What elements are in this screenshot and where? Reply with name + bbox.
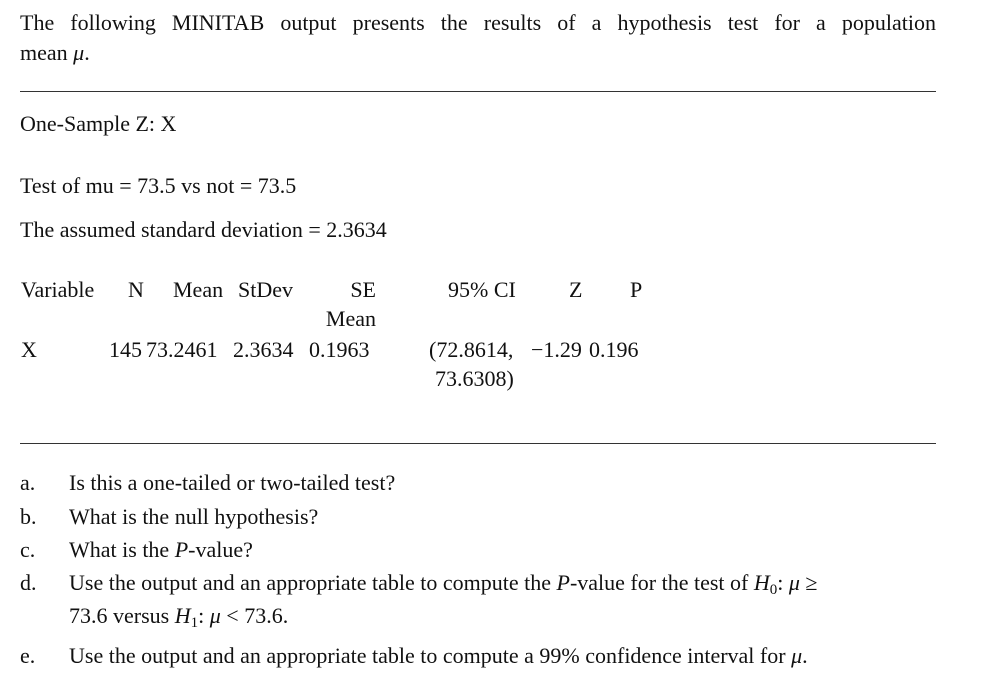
row-se: 0.1963 (309, 337, 370, 362)
header-z: Z (569, 277, 583, 302)
question-text: Use the output and an appropriate table to compute a 99% confidence interval for μ. (69, 643, 808, 668)
header-variable: Variable (21, 277, 95, 302)
header-ci: 95% CI (448, 277, 516, 302)
question-text: What is the P-value? (69, 537, 253, 562)
question-text-line-1: Use the output and an appropriate table to compute the P-value for the test of $H_0$: μ ≥ (69, 570, 818, 598)
row-stdev: 2.3634 (233, 337, 294, 362)
question-text: Is this a one-tailed or two-tailed test? (69, 470, 396, 495)
question-label: d. (20, 570, 37, 595)
question-label: a. (20, 470, 36, 495)
row-p: 0.196 (589, 337, 639, 362)
header-p: P (630, 277, 643, 302)
sd-line: The assumed standard deviation = 2.3634 (20, 217, 387, 242)
top-divider (20, 91, 936, 92)
row-mean: 73.2461 (146, 337, 218, 362)
test-line: Test of mu = 73.5 vs not = 73.5 (20, 173, 297, 198)
row-n: 145 (109, 337, 142, 362)
bottom-divider (20, 443, 936, 444)
row-ci: (72.8614, 73.6308) (429, 337, 514, 391)
header-stdev: StDev (238, 277, 293, 302)
header-mean: Mean (173, 277, 224, 302)
header-n: N (128, 277, 144, 302)
question-label: c. (20, 537, 36, 562)
output-title: One-Sample Z: X (20, 111, 177, 136)
intro-line-2: mean μ. (20, 40, 90, 65)
row-z: −1.29 (531, 337, 582, 362)
question-text-line-2: 73.6 versus $H_1$: μ < 73.6. (69, 603, 289, 631)
intro-line-1: The following MINITAB output presents the results of a hypothesis test for a population (20, 10, 936, 35)
intro-paragraph (20, 8, 936, 68)
question-label: b. (20, 504, 37, 529)
header-se: SE Mean (325, 277, 376, 331)
row-variable: X (21, 337, 37, 362)
question-text: What is the null hypothesis? (69, 504, 319, 529)
question-label: e. (20, 643, 36, 668)
